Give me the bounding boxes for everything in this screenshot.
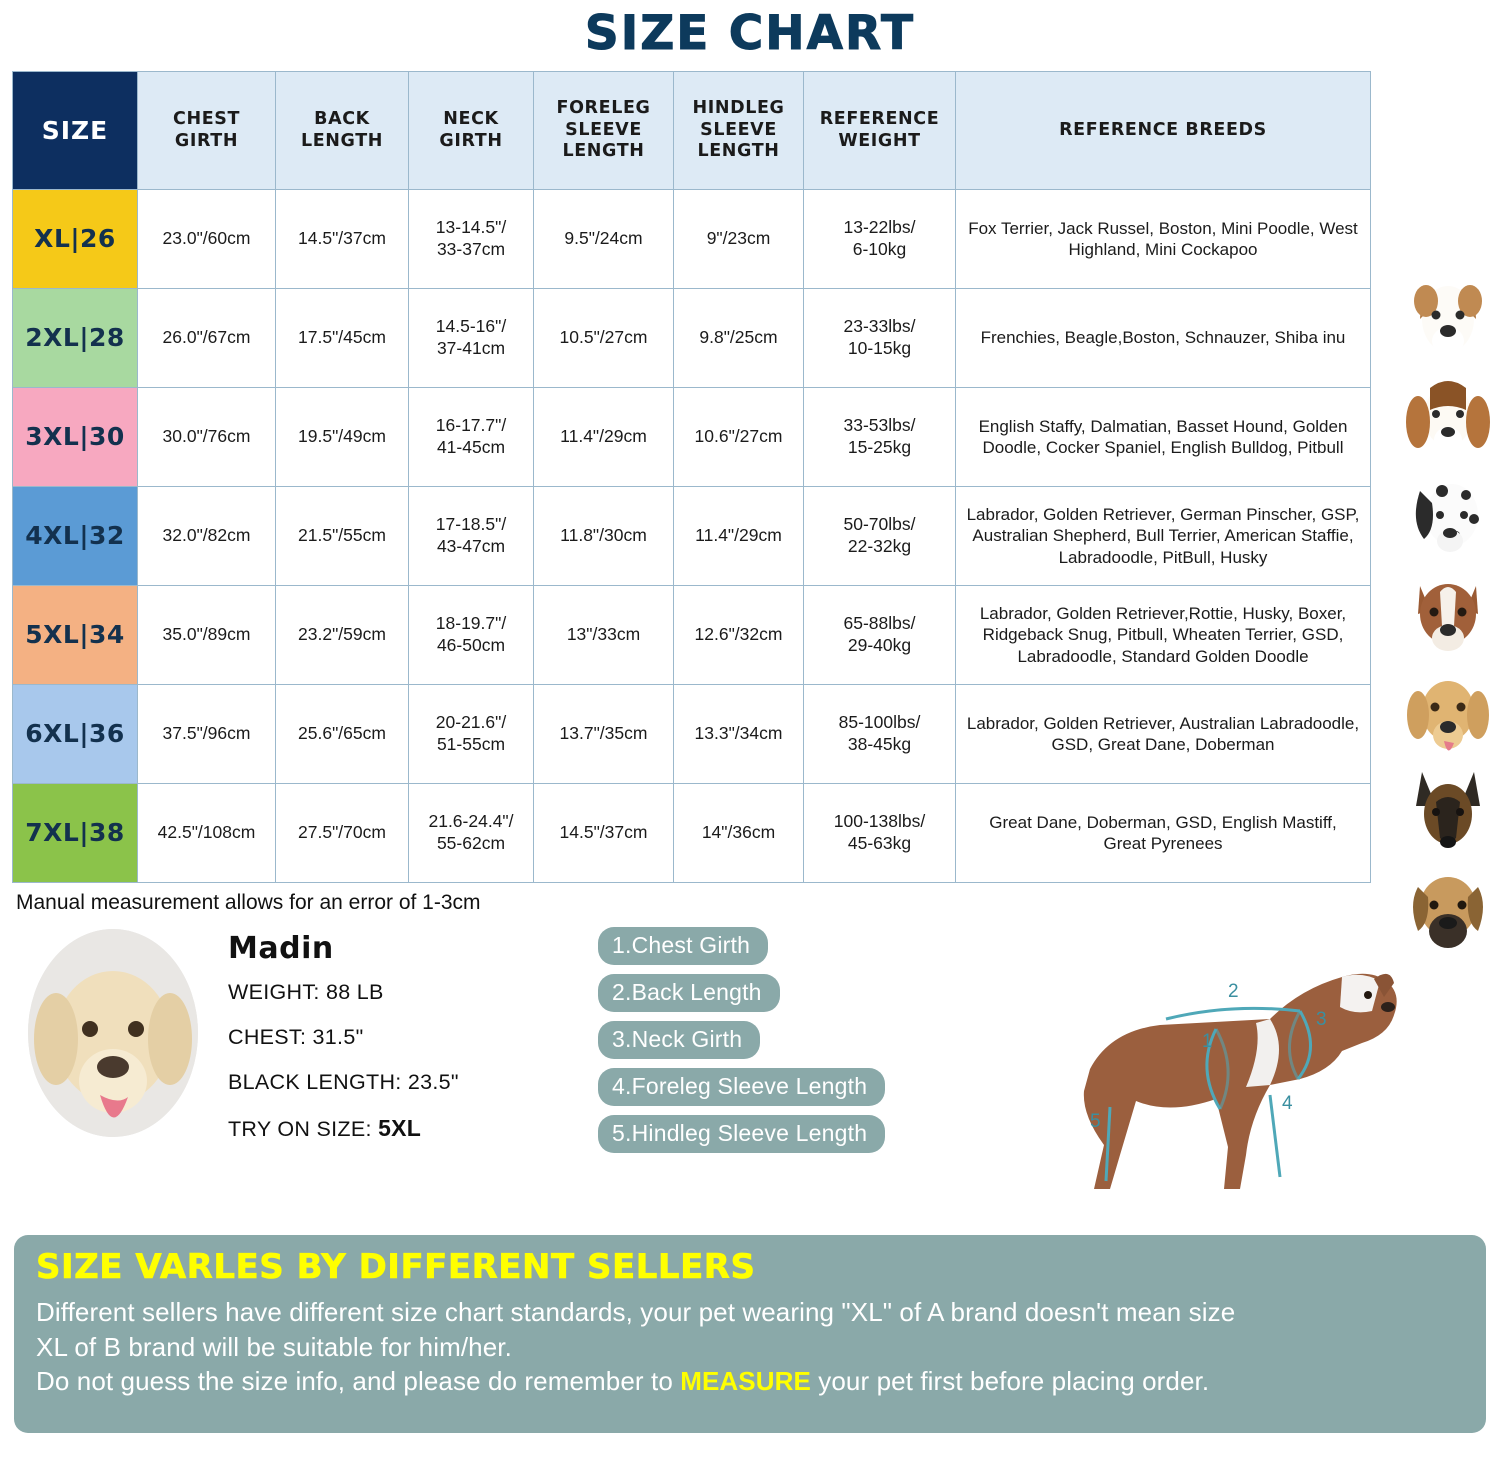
example-pet-section — [0, 919, 1500, 1229]
svg-text:1: 1 — [1202, 1031, 1213, 1052]
dog-photo-labrador — [1396, 663, 1500, 762]
table-row — [13, 487, 1371, 586]
weight-value: 13-22lbs/ 6-10kg — [804, 190, 956, 289]
svg-text:4: 4 — [1282, 1093, 1293, 1114]
column-header-foreleg-sleeve-length: FORELEG SLEEVE LENGTH — [534, 72, 674, 190]
breeds-value: Labrador, Golden Retriever,Rottie, Husky, Boxer, Ridgeback Snug, Pitbull, Wheaten Terrier, GSD, Labradoodle, Standard Golden Doodle — [956, 586, 1371, 685]
legend-item-foreleg-sleeve-length: 4.Foreleg Sleeve Length — [598, 1068, 885, 1106]
dog-photo-gsd — [1396, 762, 1500, 861]
pitbull-icon — [1396, 564, 1500, 663]
column-header-reference-breeds: REFERENCE BREEDS — [956, 72, 1371, 190]
measurement-legend — [598, 927, 885, 1162]
legend-row — [598, 1021, 885, 1068]
foreleg-value: 11.8"/30cm — [534, 487, 674, 586]
legend-row — [598, 927, 885, 974]
pet-photo — [28, 929, 198, 1137]
weight-value: 33-53lbs/ 15-25kg — [804, 388, 956, 487]
breeds-value: Labrador, Golden Retriever, German Pinscher, GSP, Australian Shepherd, Bull Terrier, American Staffie, Labradoodle, PitBull, Husky — [956, 487, 1371, 586]
banner-measure-highlight: MEASURE — [680, 1366, 811, 1397]
dog-photo-dalmatian — [1396, 465, 1500, 564]
legend-row — [598, 1115, 885, 1162]
legend-item-neck-girth: 3.Neck Girth — [598, 1021, 760, 1059]
weight-value: 50-70lbs/ 22-32kg — [804, 487, 956, 586]
hindleg-value: 13.3"/34cm — [674, 685, 804, 784]
hindleg-value: 9.8"/25cm — [674, 289, 804, 388]
legend-row — [598, 1068, 885, 1115]
column-header-chest-girth: CHEST GIRTH — [138, 72, 276, 190]
banner-line-1: Different sellers have different size chart standards, your pet wearing "XL" of A brand doesn't mean size — [36, 1297, 1236, 1327]
back-value: 25.6"/65cm — [276, 685, 409, 784]
labrador-portrait-icon — [28, 929, 198, 1137]
labrador-icon — [1396, 663, 1500, 762]
chest-value: 37.5"/96cm — [138, 685, 276, 784]
fox-terrier-icon — [1396, 267, 1500, 366]
back-value: 27.5"/70cm — [276, 784, 409, 883]
hindleg-value: 10.6"/27cm — [674, 388, 804, 487]
foreleg-value: 13.7"/35cm — [534, 685, 674, 784]
measurement-diagram — [970, 919, 1490, 1219]
table-header-row — [13, 72, 1371, 190]
banner-line-3-b: your pet first before placing order. — [810, 1366, 1210, 1397]
svg-text:5: 5 — [1090, 1111, 1101, 1132]
banner-title: SIZE VARLES BY DIFFERENT SELLERS — [36, 1247, 756, 1287]
chest-value: 30.0"/76cm — [138, 388, 276, 487]
foreleg-value: 13"/33cm — [534, 586, 674, 685]
avatar — [28, 929, 198, 1137]
breeds-value: Great Dane, Doberman, GSD, English Mastiff, Great Pyrenees — [956, 784, 1371, 883]
size-label: 7XL|38 — [13, 784, 138, 883]
back-value: 14.5"/37cm — [276, 190, 409, 289]
chest-value: 42.5"/108cm — [138, 784, 276, 883]
hindleg-value: 11.4"/29cm — [674, 487, 804, 586]
column-header-size: SIZE — [13, 72, 138, 190]
size-table-wrapper — [12, 71, 1486, 883]
foreleg-value: 9.5"/24cm — [534, 190, 674, 289]
foreleg-value: 11.4"/29cm — [534, 388, 674, 487]
back-value: 23.2"/59cm — [276, 586, 409, 685]
table-body — [13, 190, 1371, 883]
hindleg-value: 12.6"/32cm — [674, 586, 804, 685]
table-row — [13, 190, 1371, 289]
beagle-icon — [1396, 366, 1500, 465]
dog-photo-beagle — [1396, 366, 1500, 465]
pet-info — [228, 931, 459, 1162]
dog-photo-pitbull — [1396, 564, 1500, 663]
chest-value: 23.0"/60cm — [138, 190, 276, 289]
column-header-reference-weight: REFERENCE WEIGHT — [804, 72, 956, 190]
chest-value: 35.0"/89cm — [138, 586, 276, 685]
svg-text:3: 3 — [1316, 1009, 1327, 1030]
hindleg-value: 14"/36cm — [674, 784, 804, 883]
pet-back-length: BLACK LENGTH: 23.5" — [228, 1070, 459, 1094]
banner-line-3-a: Do not guess the size info, and please do remember to — [36, 1366, 681, 1397]
size-label: 5XL|34 — [13, 586, 138, 685]
seller-size-warning-banner — [14, 1235, 1486, 1433]
neck-value: 21.6-24.4"/ 55-62cm — [409, 784, 534, 883]
dog-photo-fox-terrier — [1396, 267, 1500, 366]
breeds-value: Frenchies, Beagle,Boston, Schnauzer, Shiba inu — [956, 289, 1371, 388]
pet-name: Madin — [228, 931, 334, 966]
column-header-back-length: BACK LENGTH — [276, 72, 409, 190]
back-value: 21.5"/55cm — [276, 487, 409, 586]
legend-item-back-length: 2.Back Length — [598, 974, 780, 1012]
banner-line-2: XL of B brand will be suitable for him/her. — [36, 1331, 512, 1362]
dog-measurement-diagram-icon — [970, 919, 1490, 1219]
size-label: 2XL|28 — [13, 289, 138, 388]
legend-item-hindleg-sleeve-length: 5.Hindleg Sleeve Length — [598, 1115, 885, 1153]
pet-chest: CHEST: 31.5" — [228, 1025, 364, 1049]
page-title: SIZE CHART — [584, 6, 916, 61]
weight-value: 65-88lbs/ 29-40kg — [804, 586, 956, 685]
pet-try-on-size — [228, 1115, 459, 1142]
size-label: 6XL|36 — [13, 685, 138, 784]
foreleg-value: 10.5"/27cm — [534, 289, 674, 388]
try-on-label: TRY ON SIZE: — [228, 1117, 372, 1141]
size-label: 3XL|30 — [13, 388, 138, 487]
breeds-value: English Staffy, Dalmatian, Basset Hound, Golden Doodle, Cocker Spaniel, English Bulldog, Pitbull — [956, 388, 1371, 487]
weight-value: 23-33lbs/ 10-15kg — [804, 289, 956, 388]
back-value: 19.5"/49cm — [276, 388, 409, 487]
breeds-value: Labrador, Golden Retriever, Australian Labradoodle, GSD, Great Dane, Doberman — [956, 685, 1371, 784]
neck-value: 16-17.7"/ 41-45cm — [409, 388, 534, 487]
foreleg-value: 14.5"/37cm — [534, 784, 674, 883]
back-value: 17.5"/45cm — [276, 289, 409, 388]
try-on-value: 5XL — [378, 1115, 422, 1141]
neck-value: 14.5-16"/ 37-41cm — [409, 289, 534, 388]
hindleg-value: 9"/23cm — [674, 190, 804, 289]
breed-photo-column — [1396, 267, 1500, 960]
legend-row — [598, 974, 885, 1021]
size-label: 4XL|32 — [13, 487, 138, 586]
dalmatian-icon — [1396, 465, 1500, 564]
size-chart-table — [12, 71, 1371, 883]
german-shepherd-icon — [1396, 762, 1500, 861]
table-row — [13, 586, 1371, 685]
breeds-value: Fox Terrier, Jack Russel, Boston, Mini Poodle, West Highland, Mini Cockapoo — [956, 190, 1371, 289]
neck-value: 20-21.6"/ 51-55cm — [409, 685, 534, 784]
table-row — [13, 784, 1371, 883]
chest-value: 26.0"/67cm — [138, 289, 276, 388]
weight-value: 85-100lbs/ 38-45kg — [804, 685, 956, 784]
table-row — [13, 685, 1371, 784]
table-row — [13, 289, 1371, 388]
column-header-hindleg-sleeve-length: HINDLEG SLEEVE LENGTH — [674, 72, 804, 190]
manual-measurement-note: Manual measurement allows for an error of 1-3cm — [16, 891, 481, 914]
size-label: XL|26 — [13, 190, 138, 289]
weight-value: 100-138lbs/ 45-63kg — [804, 784, 956, 883]
svg-text:2: 2 — [1228, 981, 1239, 1002]
neck-value: 18-19.7"/ 46-50cm — [409, 586, 534, 685]
neck-value: 13-14.5"/ 33-37cm — [409, 190, 534, 289]
column-header-neck-girth: NECK GIRTH — [409, 72, 534, 190]
table-row — [13, 388, 1371, 487]
pet-weight: WEIGHT: 88 LB — [228, 980, 384, 1004]
legend-item-chest-girth: 1.Chest Girth — [598, 927, 768, 965]
neck-value: 17-18.5"/ 43-47cm — [409, 487, 534, 586]
banner-line-3 — [36, 1364, 1466, 1399]
chest-value: 32.0"/82cm — [138, 487, 276, 586]
